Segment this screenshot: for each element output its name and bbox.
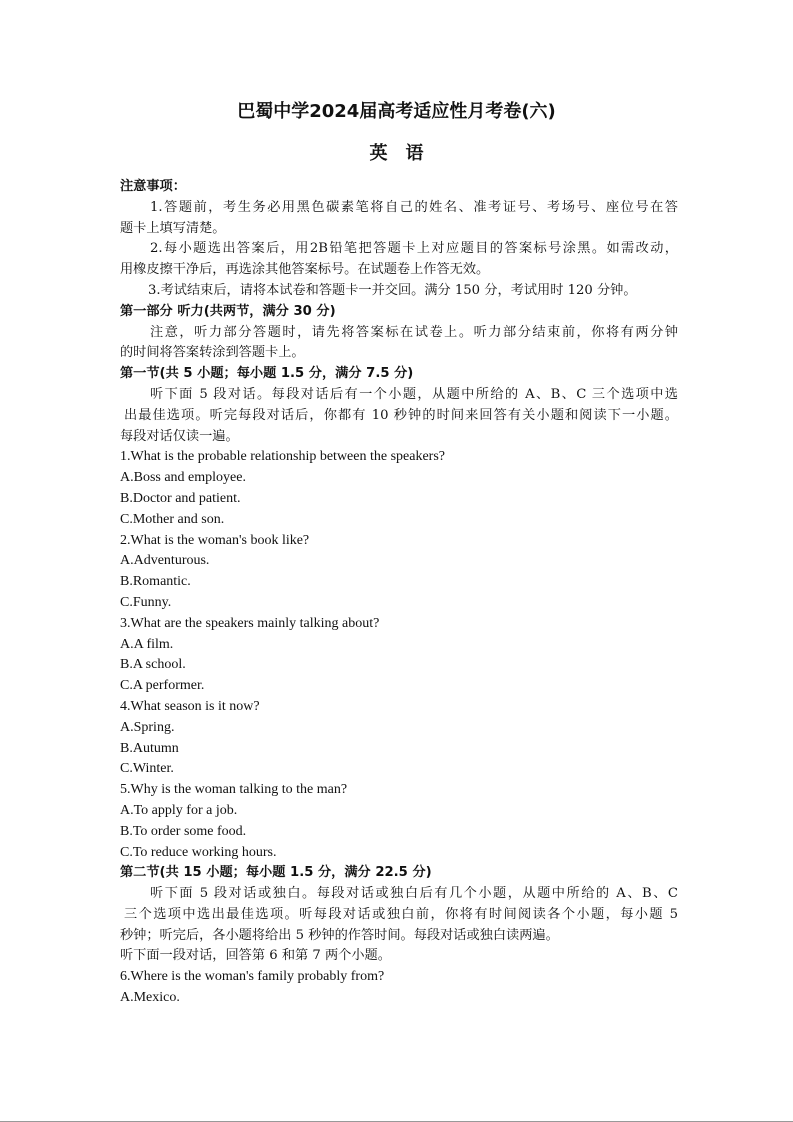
- question-text: 1.What is the probable relationship between the speakers?: [120, 449, 445, 465]
- part1-heading: 第一部分 听力(共两节，满分 30 分): [120, 303, 336, 319]
- notice-item: 2.每小题选出答案后，用2B铅笔把答题卡上对应题目的答案标号涂黑。如需改动，: [150, 241, 678, 257]
- question-text: 2.What is the woman's book like?: [120, 532, 310, 548]
- answer-option: C.Funny.: [120, 594, 172, 610]
- section2-sub-instruction: 听下面一段对话，回答第 6 和第 7 两个小题。: [120, 948, 391, 964]
- notice-heading: 注意事项：: [120, 179, 186, 194]
- answer-option: B.Doctor and patient.: [120, 490, 241, 506]
- exam-content: [120, 177, 678, 1009]
- subject-title: 英语: [369, 143, 442, 164]
- section1-heading: 第一节(共 5 小题；每小题 1.5 分，满分 7.5 分): [120, 366, 414, 382]
- answer-option: A.A film.: [120, 636, 174, 652]
- section2-instructions: 三个选项中选出最佳选项。听每段对话或独白前，你将有时间阅读各个小题，每小题 5: [124, 906, 678, 922]
- section2-instructions: 秒钟；听完后，各小题将给出 5 秒钟的作答时间。每段对话或独白读两遍。: [120, 927, 559, 943]
- answer-option: C.To reduce working hours.: [120, 844, 277, 860]
- question-text: 3.What are the speakers mainly talking about?: [120, 615, 380, 631]
- question-text: 5.Why is the woman talking to the man?: [120, 782, 348, 798]
- section2-questions: [120, 967, 678, 1009]
- section2-instructions: 听下面 5 段对话或独白。每段对话或独白后有几个小题，从题中所给的 A、B、C: [150, 886, 678, 902]
- answer-option: C.Winter.: [120, 761, 174, 777]
- answer-option: A.Boss and employee.: [120, 470, 246, 486]
- answer-option: B.Autumn: [120, 740, 179, 756]
- notice-item: 题卡上填写清楚。: [120, 220, 226, 236]
- exam-title: 巴蜀中学2024届高考适应性月考卷(六): [237, 101, 556, 122]
- part1-note: 注意，听力部分答题时，请先将答案标在试卷上。听力部分结束前，你将有两分钟: [150, 324, 678, 340]
- answer-option: A.To apply for a job.: [120, 802, 238, 818]
- answer-option: A.Adventurous.: [120, 553, 210, 569]
- notice-item: 1.答题前，考生务必用黑色碳素笔将自己的姓名、准考证号、考场号、座位号在答: [150, 199, 678, 215]
- section1-questions: [120, 447, 678, 863]
- notice-item: 3.考试结束后，请将本试卷和答题卡一并交回。满分 150 分，考试用时 120 分钟。: [148, 282, 637, 298]
- answer-option: C.A performer.: [120, 678, 205, 694]
- answer-option: B.To order some food.: [120, 823, 247, 839]
- section1-instructions: 听下面 5 段对话。每段对话后有一个小题，从题中所给的 A、B、C 三个选项中选: [150, 386, 678, 402]
- answer-option: C.Mother and son.: [120, 511, 225, 527]
- question-text: 4.What season is it now?: [120, 698, 260, 714]
- section2-heading: 第二节(共 15 小题；每小题 1.5 分，满分 22.5 分): [120, 865, 432, 881]
- answer-option: A.Spring.: [120, 719, 175, 735]
- section1-instructions: 出最佳选项。听完每段对话后，你都有 10 秒钟的时间来回答有关小题和阅读下一小题。: [124, 407, 678, 423]
- question-text: 6.Where is the woman's family probably from?: [120, 969, 385, 985]
- notice-item: 用橡皮擦干净后，再选涂其他答案标号。在试题卷上作答无效。: [120, 262, 490, 278]
- answer-option: B.Romantic.: [120, 574, 191, 590]
- answer-option: A.Mexico.: [120, 990, 180, 1006]
- part1-note: 的时间将答案转涂到答题卡上。: [120, 345, 305, 361]
- answer-option: B.A school.: [120, 657, 186, 673]
- section1-instructions: 每段对话仅读一遍。: [120, 428, 239, 444]
